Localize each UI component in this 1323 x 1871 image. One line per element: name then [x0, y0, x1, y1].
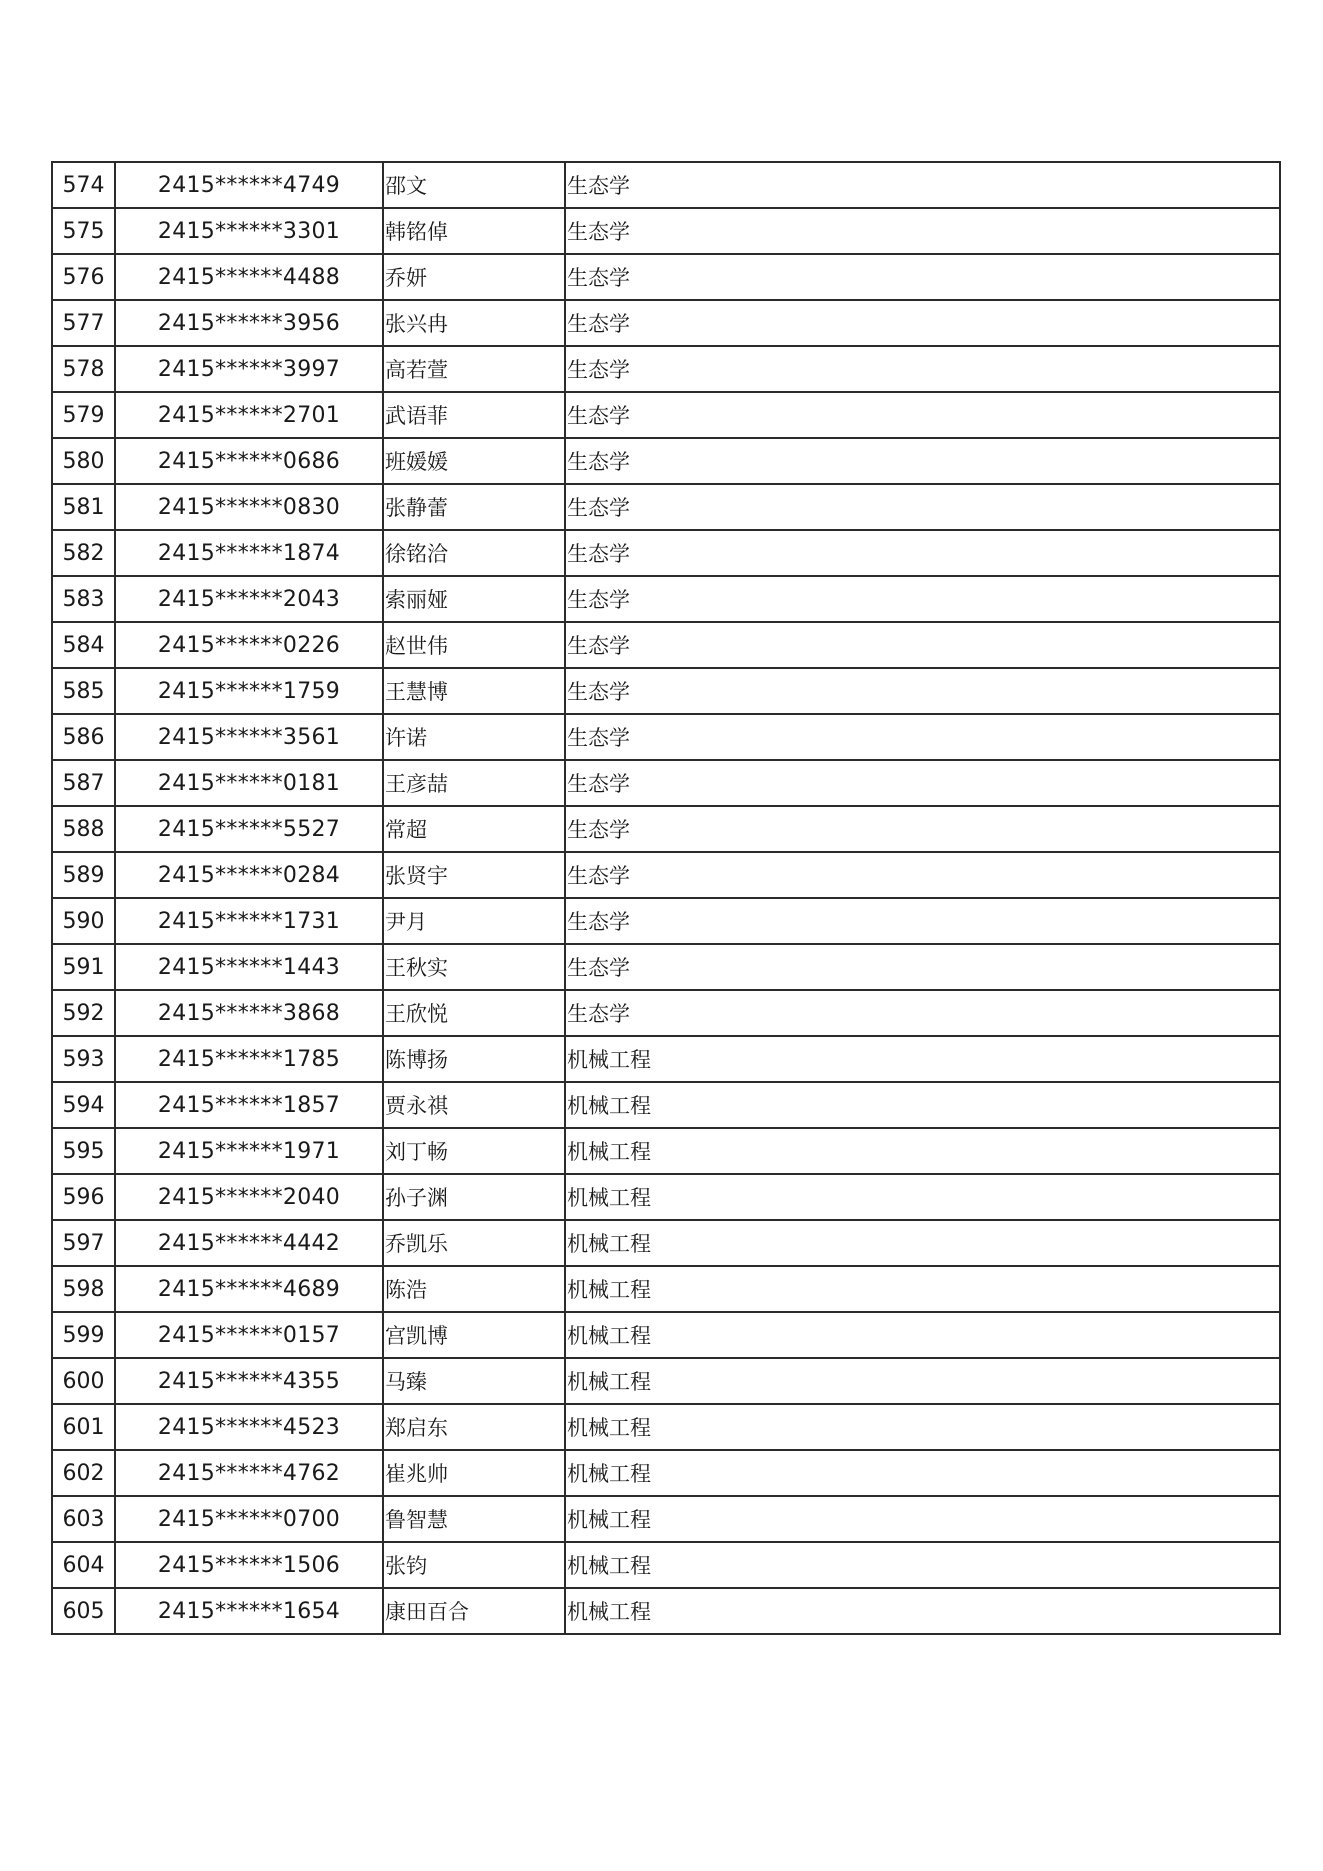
table-row — [52, 438, 1280, 484]
table-row — [52, 1450, 1280, 1496]
student-id-cell: 2415******1785 — [115, 1036, 383, 1082]
row-number-cell: 596 — [52, 1174, 115, 1220]
row-number-cell: 598 — [52, 1266, 115, 1312]
student-name-cell: 马臻 — [383, 1358, 565, 1404]
student-id-cell: 2415******4689 — [115, 1266, 383, 1312]
student-name-cell: 王慧博 — [383, 668, 565, 714]
student-id-cell: 2415******2043 — [115, 576, 383, 622]
table-row — [52, 1174, 1280, 1220]
row-number-cell: 589 — [52, 852, 115, 898]
table-row — [52, 760, 1280, 806]
student-id-cell: 2415******5527 — [115, 806, 383, 852]
student-name-cell: 郑启东 — [383, 1404, 565, 1450]
row-number-cell: 592 — [52, 990, 115, 1036]
student-name-cell: 贾永祺 — [383, 1082, 565, 1128]
student-id-cell: 2415******1506 — [115, 1542, 383, 1588]
table-row — [52, 852, 1280, 898]
major-cell: 机械工程 — [565, 1496, 1280, 1542]
student-id-cell: 2415******0700 — [115, 1496, 383, 1542]
student-id-cell: 2415******1874 — [115, 530, 383, 576]
table-row — [52, 1128, 1280, 1174]
student-name-cell: 韩铭倬 — [383, 208, 565, 254]
student-id-cell: 2415******0181 — [115, 760, 383, 806]
row-number-cell: 574 — [52, 162, 115, 208]
row-number-cell: 588 — [52, 806, 115, 852]
row-number-cell: 587 — [52, 760, 115, 806]
student-id-cell: 2415******1443 — [115, 944, 383, 990]
student-name-cell: 常超 — [383, 806, 565, 852]
major-cell: 生态学 — [565, 162, 1280, 208]
student-name-cell: 乔凯乐 — [383, 1220, 565, 1266]
student-id-cell: 2415******1654 — [115, 1588, 383, 1634]
table-row — [52, 1404, 1280, 1450]
table-row — [52, 714, 1280, 760]
student-name-cell: 乔妍 — [383, 254, 565, 300]
row-number-cell: 605 — [52, 1588, 115, 1634]
table-row — [52, 300, 1280, 346]
student-id-cell: 2415******0157 — [115, 1312, 383, 1358]
student-name-cell: 张静蕾 — [383, 484, 565, 530]
table-row — [52, 1082, 1280, 1128]
row-number-cell: 597 — [52, 1220, 115, 1266]
student-name-cell: 宫凯博 — [383, 1312, 565, 1358]
table-row — [52, 898, 1280, 944]
table-row — [52, 806, 1280, 852]
student-name-cell: 索丽娅 — [383, 576, 565, 622]
student-name-cell: 班媛媛 — [383, 438, 565, 484]
major-cell: 机械工程 — [565, 1542, 1280, 1588]
row-number-cell: 603 — [52, 1496, 115, 1542]
student-name-cell: 高若萱 — [383, 346, 565, 392]
major-cell: 机械工程 — [565, 1312, 1280, 1358]
student-name-cell: 徐铭洽 — [383, 530, 565, 576]
major-cell: 生态学 — [565, 668, 1280, 714]
student-name-cell: 尹月 — [383, 898, 565, 944]
row-number-cell: 590 — [52, 898, 115, 944]
table-row — [52, 1542, 1280, 1588]
table-row — [52, 990, 1280, 1036]
student-id-cell: 2415******2040 — [115, 1174, 383, 1220]
student-name-cell: 康田百合 — [383, 1588, 565, 1634]
major-cell: 生态学 — [565, 484, 1280, 530]
major-cell: 机械工程 — [565, 1036, 1280, 1082]
major-cell: 机械工程 — [565, 1128, 1280, 1174]
row-number-cell: 591 — [52, 944, 115, 990]
row-number-cell: 604 — [52, 1542, 115, 1588]
student-name-cell: 王欣悦 — [383, 990, 565, 1036]
student-name-cell: 孙子渊 — [383, 1174, 565, 1220]
row-number-cell: 599 — [52, 1312, 115, 1358]
row-number-cell: 581 — [52, 484, 115, 530]
table-row — [52, 208, 1280, 254]
student-name-cell: 王秋实 — [383, 944, 565, 990]
table-row — [52, 530, 1280, 576]
major-cell: 生态学 — [565, 530, 1280, 576]
student-name-cell: 张贤宇 — [383, 852, 565, 898]
table-row — [52, 1358, 1280, 1404]
row-number-cell: 585 — [52, 668, 115, 714]
major-cell: 生态学 — [565, 438, 1280, 484]
student-id-cell: 2415******3561 — [115, 714, 383, 760]
table-row — [52, 1496, 1280, 1542]
table-row — [52, 346, 1280, 392]
major-cell: 生态学 — [565, 760, 1280, 806]
major-cell: 机械工程 — [565, 1266, 1280, 1312]
student-id-cell: 2415******0830 — [115, 484, 383, 530]
row-number-cell: 584 — [52, 622, 115, 668]
row-number-cell: 578 — [52, 346, 115, 392]
major-cell: 生态学 — [565, 576, 1280, 622]
student-id-cell: 2415******3868 — [115, 990, 383, 1036]
student-id-cell: 2415******4749 — [115, 162, 383, 208]
student-id-cell: 2415******0284 — [115, 852, 383, 898]
student-roster-table — [51, 161, 1281, 1635]
row-number-cell: 586 — [52, 714, 115, 760]
table-row — [52, 622, 1280, 668]
student-id-cell: 2415******1857 — [115, 1082, 383, 1128]
major-cell: 机械工程 — [565, 1358, 1280, 1404]
student-name-cell: 陈浩 — [383, 1266, 565, 1312]
major-cell: 生态学 — [565, 346, 1280, 392]
row-number-cell: 593 — [52, 1036, 115, 1082]
major-cell: 生态学 — [565, 622, 1280, 668]
table-row — [52, 1312, 1280, 1358]
major-cell: 生态学 — [565, 254, 1280, 300]
major-cell: 生态学 — [565, 806, 1280, 852]
student-name-cell: 张钧 — [383, 1542, 565, 1588]
student-name-cell: 陈博扬 — [383, 1036, 565, 1082]
table-row — [52, 576, 1280, 622]
major-cell: 机械工程 — [565, 1450, 1280, 1496]
major-cell: 生态学 — [565, 392, 1280, 438]
student-id-cell: 2415******1731 — [115, 898, 383, 944]
row-number-cell: 579 — [52, 392, 115, 438]
student-id-cell: 2415******4488 — [115, 254, 383, 300]
table-row — [52, 162, 1280, 208]
major-cell: 机械工程 — [565, 1220, 1280, 1266]
student-id-cell: 2415******0686 — [115, 438, 383, 484]
student-name-cell: 张兴冉 — [383, 300, 565, 346]
table-row — [52, 668, 1280, 714]
row-number-cell: 583 — [52, 576, 115, 622]
table-row — [52, 1220, 1280, 1266]
major-cell: 机械工程 — [565, 1588, 1280, 1634]
student-name-cell: 赵世伟 — [383, 622, 565, 668]
major-cell: 机械工程 — [565, 1404, 1280, 1450]
major-cell: 生态学 — [565, 944, 1280, 990]
student-id-cell: 2415******3997 — [115, 346, 383, 392]
major-cell: 机械工程 — [565, 1174, 1280, 1220]
table-row — [52, 1036, 1280, 1082]
major-cell: 生态学 — [565, 898, 1280, 944]
student-name-cell: 鲁智慧 — [383, 1496, 565, 1542]
row-number-cell: 576 — [52, 254, 115, 300]
table-row — [52, 944, 1280, 990]
row-number-cell: 577 — [52, 300, 115, 346]
row-number-cell: 575 — [52, 208, 115, 254]
student-name-cell: 邵文 — [383, 162, 565, 208]
row-number-cell: 600 — [52, 1358, 115, 1404]
row-number-cell: 601 — [52, 1404, 115, 1450]
table-row — [52, 254, 1280, 300]
student-name-cell: 许诺 — [383, 714, 565, 760]
major-cell: 生态学 — [565, 714, 1280, 760]
student-id-cell: 2415******0226 — [115, 622, 383, 668]
student-name-cell: 王彦喆 — [383, 760, 565, 806]
student-name-cell: 武语菲 — [383, 392, 565, 438]
student-name-cell: 崔兆帅 — [383, 1450, 565, 1496]
roster-body — [52, 162, 1280, 1634]
student-id-cell: 2415******3956 — [115, 300, 383, 346]
student-name-cell: 刘丁畅 — [383, 1128, 565, 1174]
student-id-cell: 2415******4523 — [115, 1404, 383, 1450]
row-number-cell: 594 — [52, 1082, 115, 1128]
student-id-cell: 2415******4762 — [115, 1450, 383, 1496]
table-row — [52, 1588, 1280, 1634]
student-id-cell: 2415******3301 — [115, 208, 383, 254]
student-id-cell: 2415******1971 — [115, 1128, 383, 1174]
major-cell: 机械工程 — [565, 1082, 1280, 1128]
major-cell: 生态学 — [565, 300, 1280, 346]
table-row — [52, 484, 1280, 530]
student-id-cell: 2415******4442 — [115, 1220, 383, 1266]
row-number-cell: 602 — [52, 1450, 115, 1496]
row-number-cell: 580 — [52, 438, 115, 484]
student-id-cell: 2415******4355 — [115, 1358, 383, 1404]
table-row — [52, 392, 1280, 438]
table-row — [52, 1266, 1280, 1312]
major-cell: 生态学 — [565, 990, 1280, 1036]
major-cell: 生态学 — [565, 208, 1280, 254]
student-id-cell: 2415******2701 — [115, 392, 383, 438]
major-cell: 生态学 — [565, 852, 1280, 898]
row-number-cell: 595 — [52, 1128, 115, 1174]
student-id-cell: 2415******1759 — [115, 668, 383, 714]
row-number-cell: 582 — [52, 530, 115, 576]
